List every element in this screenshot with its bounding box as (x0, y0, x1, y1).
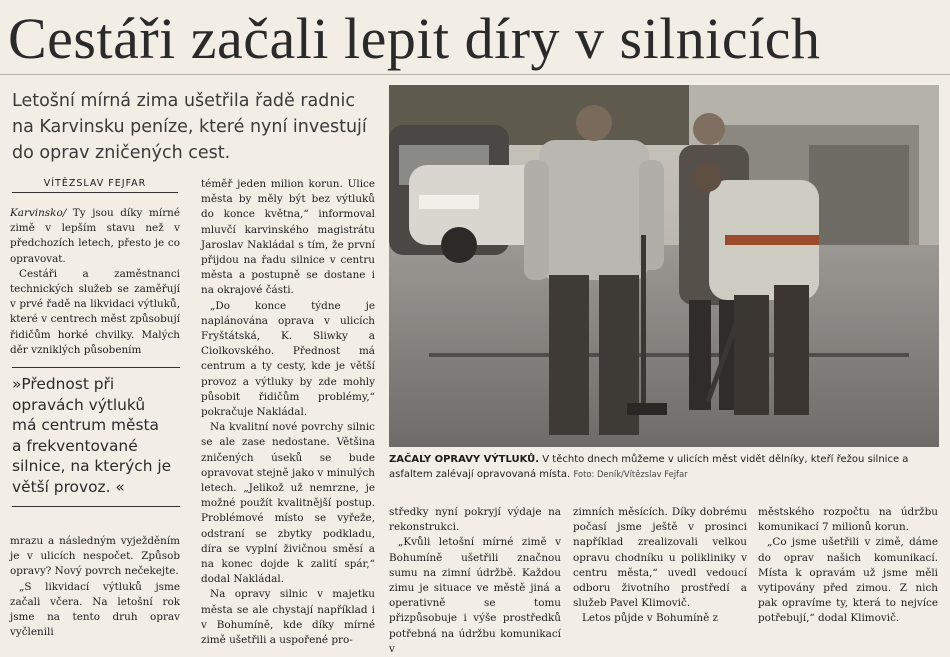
paragraph: mrazu a následným vyježděním je v ulicích nespočet. Způsob opravy? Nový povrch nečekejte. (10, 535, 180, 578)
paragraph (10, 206, 180, 267)
photo-credit: Foto: Deník/Vítězslav Fejfar (573, 469, 688, 479)
article-photo (389, 85, 939, 447)
caption-text: V těchto dnech můžeme v ulicích měst vidět dělníky, kteří řežou silnice a asfaltem zalévají opravovaná místa. (389, 454, 909, 480)
byline: VÍTĚZSLAV FEJFAR (12, 178, 178, 193)
paragraph: městského rozpočtu na údržbu komunikací 7 milionů korun. (758, 506, 938, 534)
paragraph: „Do konce týdne je naplánována oprava v ulicích Fryštátská, K. Sliwky a Ciolkovského. Přednost má centrum a ty cesty, kde je větší provoz a výtluky by zde mohly působit řidičům problémy,“ pokračuje Nakládal. (201, 299, 375, 419)
pull-quote-line: opravách výtluků (12, 395, 146, 414)
text-column-2 (201, 177, 375, 648)
paragraph: „Co jsme ušetřili v zimě, dáme do oprav našich komunikací. Místa k opravám už jsme měli vytipovány před zimou. Z nich pak opravíme ty, která to nejvíce potřebují,“ dodal Klimovič. (758, 536, 938, 625)
pull-quote-line: silnice, na kterých je (12, 457, 172, 476)
paragraph: Na opravy silnic v majetku města se ale chystají například i v Bohumíně, kde díky mírné zimě ušetřili a uspořené pro- (201, 588, 375, 647)
paragraph: Cestáři a zaměstnanci technických služeb se zaměřují v prvé řadě na likvidaci výtluků, které v centrech měst způsobují řidičům horké chvilky. Malých děr vzniklých působením (10, 267, 180, 356)
text-column-5 (573, 505, 747, 627)
paragraph: Letos půjde v Bohumíně z (582, 612, 719, 625)
pull-quote (12, 367, 180, 507)
pull-quote-line: »Přednost při (12, 375, 115, 393)
lead-paragraph: Letošní mírná zima ušetřila řadě radnic na Karvinsku peníze, které nyní investují do oprav zničených cest. (12, 91, 367, 163)
paragraph: „S likvidací výtluků jsme začali včera. Na letošní rok jsme na tento druh oprav vyčlenili (10, 580, 180, 639)
paragraph: téměř jeden milion korun. Ulice města by měly být bez výtluků do konce května,“ informoval mluvčí karvinského magistrátu Jaroslav Nakládal s tím, že první přijdou na řadu silnice v centru města a postupně se dostane i na okrajové části. (201, 178, 375, 297)
paragraph: Na kvalitní nové povrchy silnic se ale zase nedostane. Většina zničených úseků se bude opravovat stejně jako v minulých letech. „Jelikož už nemrzne, je možné použít kvalitnější postup. Problémové místo se vyřeže, odstraní se zbytky podkladu, díra se vyplní živičnou směsí a na konec dojde k zalití spár,“ dodal Nakládal. (201, 421, 375, 586)
text-column-3 (10, 534, 180, 640)
pull-quote-line: má centrum města (12, 416, 159, 435)
caption-title: ZAČALY OPRAVY VÝTLUKŮ. (389, 454, 540, 465)
text-column-6 (758, 505, 938, 627)
paragraph: středky nyní pokryjí výdaje na rekonstrukci. (389, 506, 561, 534)
dateline: Karvinsko/ (10, 207, 67, 219)
road-workers-photo-illustration (389, 85, 939, 447)
pull-quote-line: a frekventované (12, 436, 138, 455)
headline: Cestáři začali lepit díry v silnicích (8, 6, 821, 71)
text-column-4 (389, 505, 561, 657)
text-column-1 (10, 206, 180, 358)
photo-caption (389, 452, 941, 482)
paragraph-text: Ty jsou díky mírné zimě v lepším stavu než v předchozích letech, přesto je co opravovat. (10, 207, 180, 265)
paragraph: zimních měsících. Díky dobrému počasí jsme ještě v prosinci například zrealizovali velkou opravu chodníku u polikliniky v centru města,“ uvedl vedoucí odboru životního prostředí a služeb Pavel Klimovič. (573, 506, 747, 610)
headline-rule (0, 74, 950, 75)
paragraph: „Kvůli letošní mírné zimě v Bohumíně ušetřili značnou sumu na zimní údržbě. Každou zimu je situace ve městě jiná a operativně se tomu přizpůsobuje i výše prostředků potřebná na údržbu komunikací v (389, 536, 561, 655)
pull-quote-line: větší provoz. « (12, 477, 125, 496)
